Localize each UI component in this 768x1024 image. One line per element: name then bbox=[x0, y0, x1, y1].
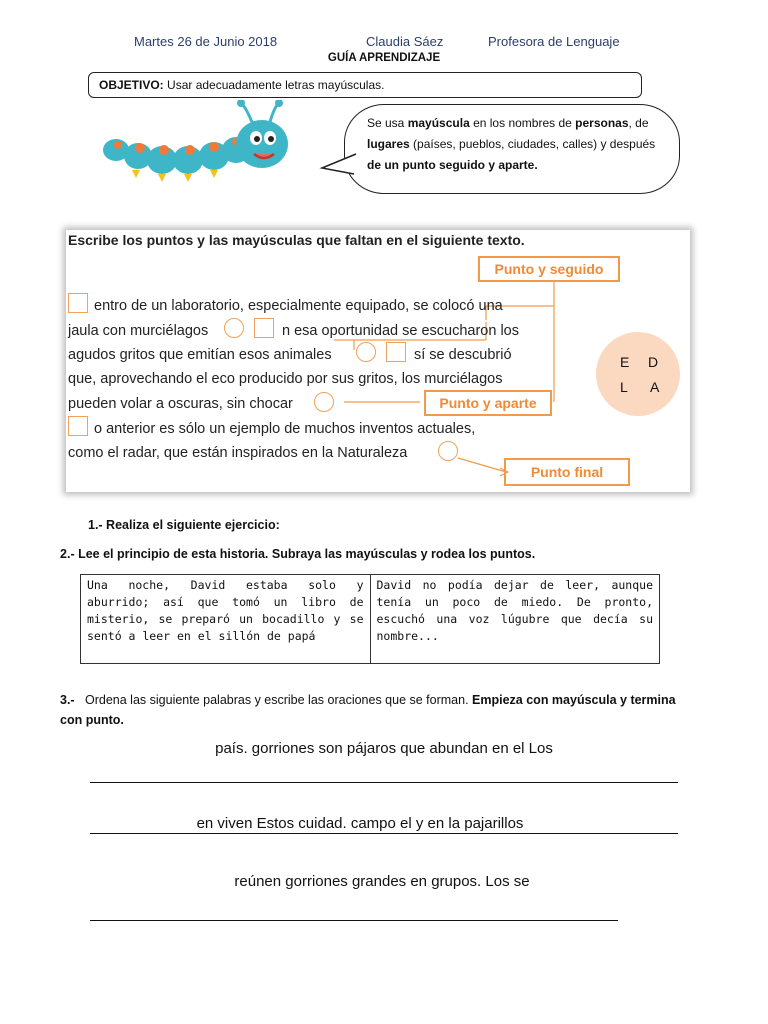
bubble-bold-punto: de un punto seguido y aparte. bbox=[367, 158, 538, 172]
bubble-text-4: (países, pueblos, ciudades, calles) y después bbox=[409, 137, 656, 151]
letter-a: A bbox=[650, 379, 660, 395]
blank-circle-2[interactable] bbox=[356, 342, 376, 362]
blank-square-1[interactable] bbox=[68, 293, 88, 313]
exercise-line-3: agudos gritos que emitían esos animales bbox=[68, 347, 332, 363]
exercise-line-1: entro de un laboratorio, especialmente equipado, se colocó una bbox=[94, 298, 503, 314]
answer-line-3[interactable] bbox=[90, 920, 618, 921]
label-punto-final: Punto final bbox=[504, 458, 630, 486]
story-right-cell: David no podía dejar de leer, aunque tenía un poco de miedo. De pronto, escuchó una voz lúgubre que decía su nombre... bbox=[370, 575, 660, 664]
question-2 bbox=[60, 547, 535, 561]
exercise-line-3b: sí se descubrió bbox=[414, 347, 512, 363]
question-3 bbox=[60, 690, 700, 730]
caterpillar-illustration bbox=[96, 100, 336, 190]
blank-square-3[interactable] bbox=[386, 342, 406, 362]
objective-label: OBJETIVO: bbox=[99, 78, 164, 92]
answer-line-2[interactable] bbox=[90, 833, 678, 834]
exercise-line-6: o anterior es sólo un ejemplo de muchos inventos actuales, bbox=[94, 421, 476, 437]
exercise-line-7: como el radar, que están inspirados en la Naturaleza bbox=[68, 445, 408, 461]
sentence-3: reúnen gorriones grandes en grupos. Los se bbox=[234, 873, 530, 890]
blank-circle-4[interactable] bbox=[438, 441, 458, 461]
bubble-text-2: en los nombres de bbox=[469, 116, 576, 130]
blank-circle-1[interactable] bbox=[224, 318, 244, 338]
header-role: Profesora de Lenguaje bbox=[488, 34, 620, 49]
caterpillar-head bbox=[236, 100, 288, 168]
label-punto-aparte: Punto y aparte bbox=[424, 390, 552, 416]
letters-circle bbox=[596, 332, 680, 416]
question-2-text: - Lee el principio de esta historia. Subraya las mayúsculas y rodea los puntos. bbox=[70, 547, 536, 561]
bubble-bold-personas: personas bbox=[575, 116, 629, 130]
question-3-bold: Empieza con mayúscula y termina con punto. bbox=[60, 693, 676, 727]
sentence-2: en viven Estos cuidad. campo el y en la pajarillos bbox=[196, 815, 524, 832]
blank-square-4[interactable] bbox=[68, 416, 88, 436]
question-1: 1.- Realiza el siguiente ejercicio: bbox=[88, 518, 280, 532]
question-3-text: Ordena las siguiente palabras y escribe las oraciones que se forman. bbox=[85, 693, 469, 707]
bubble-text-1: Se usa bbox=[367, 116, 408, 130]
sentence-1: país. gorriones son pájaros que abundan en el Los bbox=[215, 740, 553, 757]
answer-line-1[interactable] bbox=[90, 782, 678, 783]
page-title: GUÍA APRENDIZAJE bbox=[327, 52, 441, 64]
label-punto-seguido: Punto y seguido bbox=[478, 256, 620, 282]
story-left-cell: Una noche, David estaba solo y aburrido; así que tomó un libro de misterio, se preparó un bocadillo y se sentó a leer en el sillón de papá bbox=[81, 575, 371, 664]
rule-speech-bubble bbox=[344, 104, 680, 194]
bubble-tail bbox=[318, 150, 358, 180]
letter-d: D bbox=[648, 354, 659, 370]
question-2-number: 2. bbox=[60, 547, 71, 561]
exercise-line-5: pueden volar a oscuras, sin chocar bbox=[68, 396, 293, 412]
letter-l: L bbox=[620, 379, 628, 395]
header-date: Martes 26 de Junio 2018 bbox=[134, 34, 278, 49]
caterpillar-body bbox=[103, 137, 250, 182]
question-3-number: 3.- bbox=[60, 693, 75, 707]
bubble-bold-lugares: lugares bbox=[367, 137, 410, 151]
exercise-heading: Escribe los puntos y las mayúsculas que faltan en el siguiente texto. bbox=[68, 232, 525, 248]
exercise-line-2b: n esa oportunidad se escucharon los bbox=[282, 323, 519, 339]
objective-text: Usar adecuadamente letras mayúsculas. bbox=[163, 78, 385, 92]
exercise-line-4: que, aprovechando el eco producido por sus gritos, los murciélagos bbox=[68, 371, 503, 387]
blank-square-2[interactable] bbox=[254, 318, 274, 338]
letter-e: E bbox=[620, 354, 630, 370]
bubble-text-3: , de bbox=[628, 116, 649, 130]
story-table bbox=[80, 574, 660, 664]
header-teacher: Claudia Sáez bbox=[366, 34, 444, 49]
objective-box bbox=[88, 72, 642, 98]
bubble-bold-mayuscula: mayúscula bbox=[407, 116, 470, 130]
blank-circle-3[interactable] bbox=[314, 392, 334, 412]
exercise-line-2: jaula con murciélagos bbox=[68, 323, 209, 339]
